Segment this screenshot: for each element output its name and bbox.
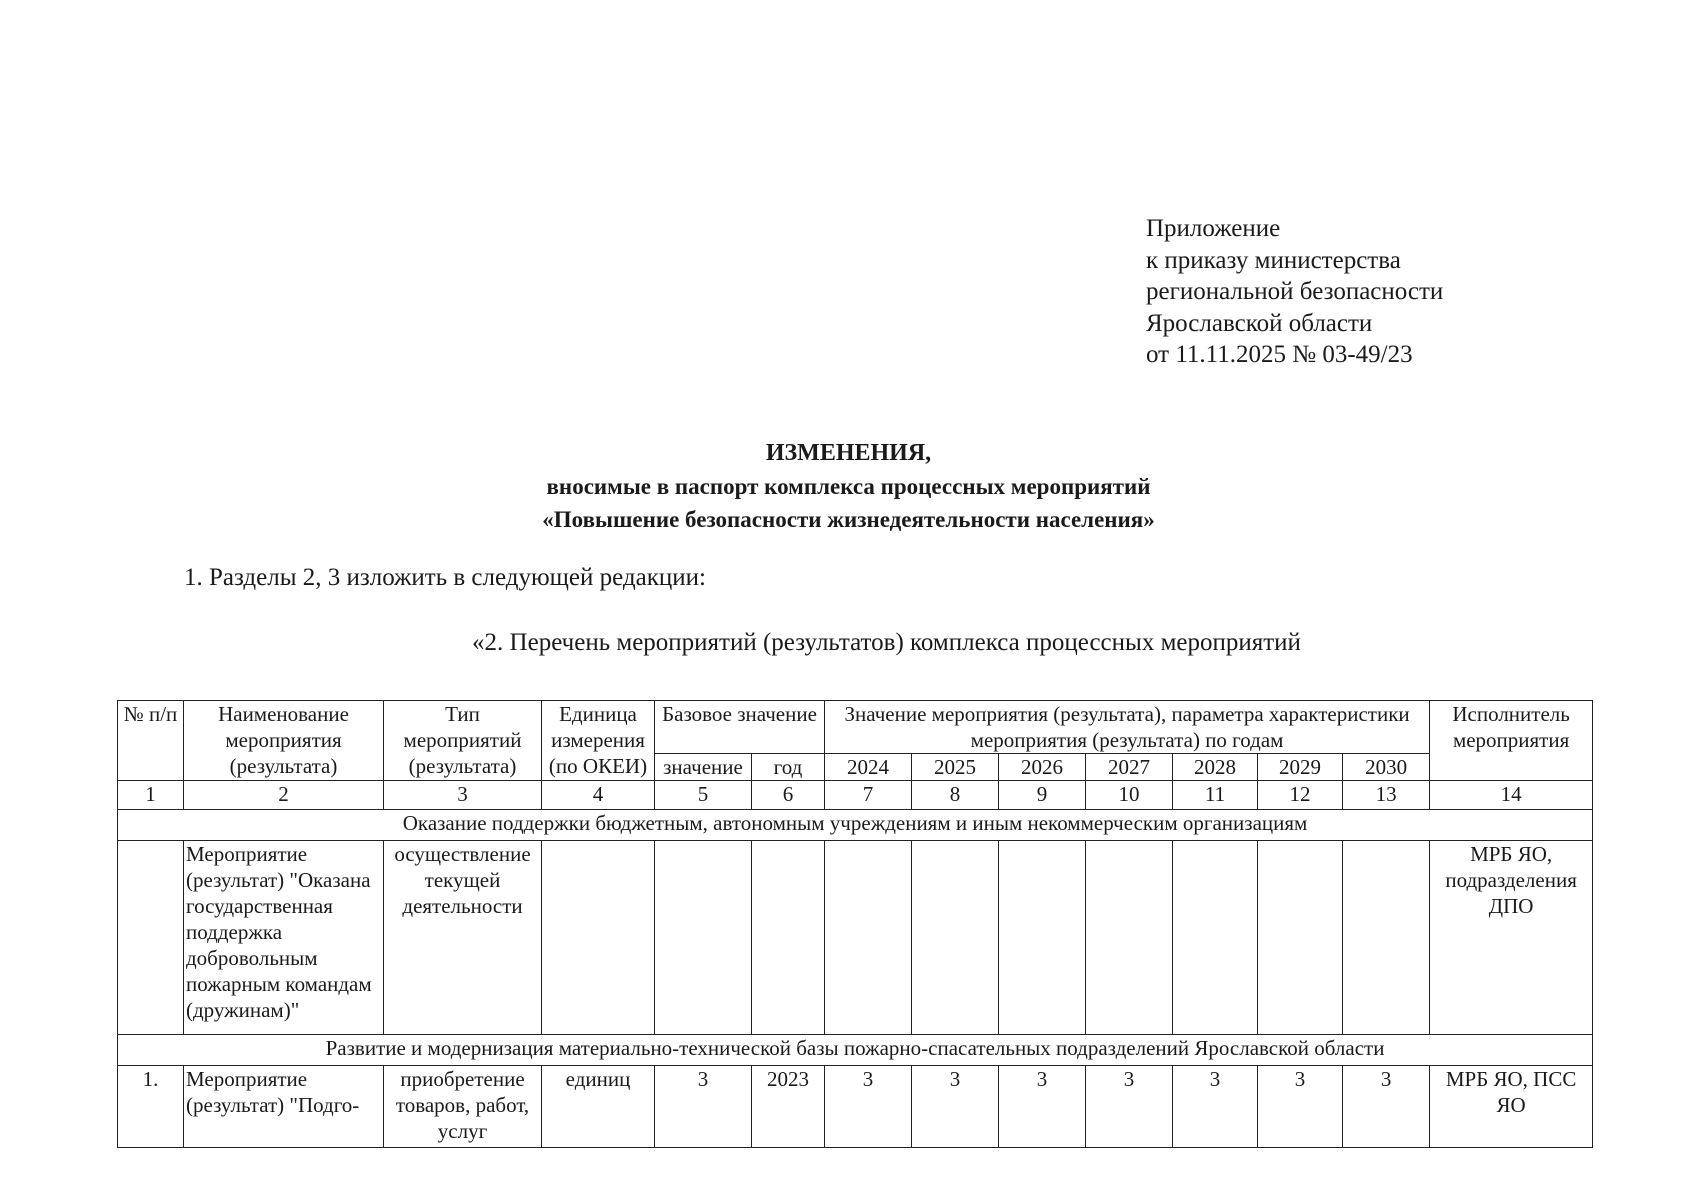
table-row <box>118 1066 1593 1148</box>
column-number: 6 <box>752 781 825 810</box>
appendix-line: региональной безопасности <box>1146 278 1444 305</box>
row-value: 3 <box>912 1066 999 1148</box>
appendix-line: Ярославской области <box>1146 309 1373 337</box>
column-number: 8 <box>912 781 999 810</box>
header-type: Тип мероприятий (результата) <box>384 701 542 781</box>
section-title <box>0 629 1697 657</box>
header-year: 2025 <box>912 754 999 781</box>
measures-table <box>117 700 1593 1148</box>
header-year: 2029 <box>1258 754 1343 781</box>
row-unit: единиц <box>542 1066 655 1148</box>
row-value: 3 <box>825 1066 912 1148</box>
row-name: Мероприятие (результат) "Оказана государственная поддержка добровольным пожарным командам (дружинам)" <box>184 841 384 1035</box>
row-value: 3 <box>1173 1066 1258 1148</box>
column-number: 7 <box>825 781 912 810</box>
header-base-value: значение <box>655 754 752 781</box>
row-type: приобретение товаров, работ, услуг <box>384 1066 542 1148</box>
appendix-line: Приложение <box>1146 215 1281 242</box>
appendix-block <box>1146 213 1443 371</box>
row-base-value: 3 <box>655 1066 752 1148</box>
header-num: № п/п <box>118 701 184 781</box>
row-base-year: 2023 <box>752 1066 825 1148</box>
appendix-line: к приказу министерства <box>1146 246 1401 274</box>
column-number: 9 <box>999 781 1086 810</box>
row-value: 3 <box>1258 1066 1343 1148</box>
appendix-line: от 11.11.2025 № 03-49/23 <box>1146 341 1413 368</box>
row-value <box>1343 841 1430 1035</box>
row-value <box>999 841 1086 1035</box>
column-number: 13 <box>1343 781 1430 810</box>
column-number: 14 <box>1430 781 1593 810</box>
header-year: 2024 <box>825 754 912 781</box>
header-executor: Исполнитель мероприятия <box>1430 701 1593 781</box>
row-value: 3 <box>999 1066 1086 1148</box>
column-number: 11 <box>1173 781 1258 810</box>
header-base: Базовое значение <box>655 701 825 754</box>
row-value <box>912 841 999 1035</box>
header-year: 2028 <box>1173 754 1258 781</box>
title-line-3: «Повышение безопасности жизнедеятельности населения» <box>542 507 1155 532</box>
row-executor: МРБ ЯО, ПСС ЯО <box>1430 1066 1593 1148</box>
header-year: 2026 <box>999 754 1086 781</box>
row-num: 1. <box>118 1066 184 1148</box>
title-line-2: вносимые в паспорт комплекса процессных мероприятий <box>546 474 1151 499</box>
row-type: осуществление текущей деятельности <box>384 841 542 1035</box>
column-number: 5 <box>655 781 752 810</box>
row-name: Мероприятие (результат) "Подго- <box>184 1066 384 1148</box>
row-value: 3 <box>1343 1066 1430 1148</box>
header-values: Значение мероприятия (результата), параметра характеристики мероприятия (результата) по годам <box>825 701 1430 754</box>
column-number: 3 <box>384 781 542 810</box>
row-unit <box>542 841 655 1035</box>
column-number: 12 <box>1258 781 1343 810</box>
row-value <box>825 841 912 1035</box>
paragraph-text: 1. Разделы 2, 3 изложить в следующей редакции: <box>184 564 706 591</box>
table-row <box>118 841 1593 1035</box>
document-title <box>0 437 1697 536</box>
row-base-value <box>655 841 752 1035</box>
section-title-text: «2. Перечень мероприятий (результатов) комплекса процессных мероприятий <box>472 629 1301 656</box>
row-base-year <box>752 841 825 1035</box>
row-num <box>118 841 184 1035</box>
row-value <box>1086 841 1173 1035</box>
row-executor: МРБ ЯО, подразделения ДПО <box>1430 841 1593 1035</box>
header-base-year: год <box>752 754 825 781</box>
column-number: 10 <box>1086 781 1173 810</box>
header-year: 2027 <box>1086 754 1173 781</box>
row-value <box>1258 841 1343 1035</box>
section-heading: Оказание поддержки бюджетным, автономным учреждениям и иным некоммерческим организациям <box>118 810 1593 841</box>
title-line-1: ИЗМЕНЕНИЯ, <box>765 440 932 466</box>
header-unit: Единица измерения (по ОКЕИ) <box>542 701 655 781</box>
row-value <box>1173 841 1258 1035</box>
column-number: 1 <box>118 781 184 810</box>
column-number: 4 <box>542 781 655 810</box>
row-value: 3 <box>1086 1066 1173 1148</box>
column-number: 2 <box>184 781 384 810</box>
header-year: 2030 <box>1343 754 1430 781</box>
section-heading: Развитие и модернизация материально-технической базы пожарно-спасательных подразделений Ярославской области <box>118 1035 1593 1066</box>
header-name: Наименование мероприятия (результата) <box>184 701 384 781</box>
